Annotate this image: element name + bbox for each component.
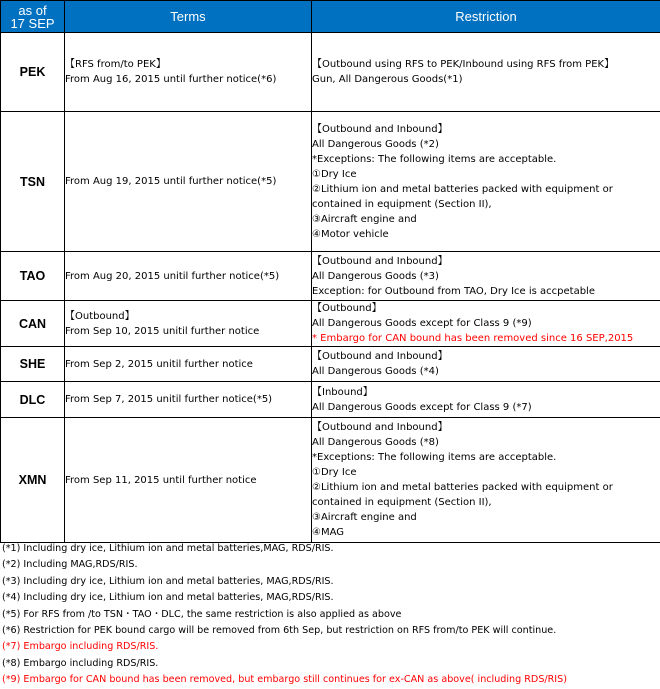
restriction-cell	[312, 382, 660, 418]
restriction-cell	[312, 112, 660, 252]
terms-cell	[65, 112, 312, 252]
terms-cell	[65, 382, 312, 418]
station-code: PEK	[1, 33, 65, 112]
as-of-date: 17 SEP	[10, 16, 54, 31]
terms-cell	[65, 347, 312, 382]
footnote: (*2) Including MAG,RDS/RIS.	[2, 557, 658, 573]
terms-cell	[65, 301, 312, 347]
terms-cell	[65, 418, 312, 543]
station-code: DLC	[1, 382, 65, 418]
restriction-line: Exception: for Outbound from TAO, Dry Ice is accpetable	[312, 284, 660, 299]
restriction-line: All Dangerous Goods except for Class 9 (*9)	[312, 316, 660, 331]
header-row	[1, 1, 660, 33]
station-code: CAN	[1, 301, 65, 347]
table-row	[1, 301, 660, 347]
terms-line: From Sep 2, 2015 unitil further notice	[65, 357, 311, 372]
restriction-line: 【Outbound and Inbound】	[312, 349, 660, 364]
table-row	[1, 418, 660, 543]
terms-cell	[65, 33, 312, 112]
terms-line: From Sep 7, 2015 unitil further notice(*5)	[65, 392, 311, 407]
restriction-line: ①Dry Ice	[312, 167, 660, 182]
restriction-line: contained in equipment (Section II),	[312, 197, 660, 212]
footnote: (*6) Restriction for PEK bound cargo will be removed from 6th Sep, but restriction on RFS from/to PEK will continue.	[2, 623, 658, 639]
terms-line: From Sep 10, 2015 unitil further notice	[65, 324, 311, 339]
terms-cell	[65, 252, 312, 301]
restriction-cell	[312, 347, 660, 382]
restriction-header: Restriction	[312, 1, 660, 33]
restriction-line: ②Lithium ion and metal batteries packed with equipment or	[312, 480, 660, 495]
station-code: TSN	[1, 112, 65, 252]
restriction-line: All Dangerous Goods (*8)	[312, 435, 660, 450]
restriction-line: 【Outbound】	[312, 301, 660, 316]
restriction-line: 【Outbound and Inbound】	[312, 122, 660, 137]
footnote: (*7) Embargo including RDS/RIS.	[2, 639, 658, 655]
footnote: (*9) Embargo for CAN bound has been removed, but embargo still continues for ex-CAN as above( including RDS/RIS)	[2, 672, 658, 688]
station-code: XMN	[1, 418, 65, 543]
terms-line: 【RFS from/to PEK】	[65, 57, 311, 72]
restriction-line: ①Dry Ice	[312, 465, 660, 480]
embargo-removed-notice: * Embargo for CAN bound has been removed since 16 SEP,2015	[312, 331, 660, 346]
footnotes	[2, 541, 658, 689]
table-row	[1, 33, 660, 112]
restriction-line: All Dangerous Goods except for Class 9 (*7)	[312, 400, 660, 415]
restriction-line: contained in equipment (Section II),	[312, 495, 660, 510]
terms-line: From Aug 20, 2015 unitil further notice(*5)	[65, 269, 311, 284]
restriction-cell	[312, 252, 660, 301]
as-of-label: as of	[18, 3, 46, 18]
restriction-cell	[312, 301, 660, 347]
terms-line: From Aug 16, 2015 until further notice(*6)	[65, 72, 311, 87]
restriction-line: 【Outbound using RFS to PEK/Inbound using RFS from PEK】	[312, 57, 660, 72]
footnote: (*3) Including dry ice, Lithium ion and metal batteries, MAG,RDS/RIS.	[2, 574, 658, 590]
restriction-cell	[312, 33, 660, 112]
restriction-line: All Dangerous Goods (*4)	[312, 364, 660, 379]
restriction-line: *Exceptions: The following items are acceptable.	[312, 450, 660, 465]
footnote: (*1) Including dry ice, Lithium ion and metal batteries,MAG, RDS/RIS.	[2, 541, 658, 557]
table-row	[1, 112, 660, 252]
restriction-line: All Dangerous Goods (*2)	[312, 137, 660, 152]
restriction-line: ③Aircraft engine and	[312, 212, 660, 227]
restriction-line: 【Outbound and Inbound】	[312, 420, 660, 435]
restriction-line: Gun, All Dangerous Goods(*1)	[312, 72, 660, 87]
table-row	[1, 252, 660, 301]
restriction-line: *Exceptions: The following items are acceptable.	[312, 152, 660, 167]
footnote: (*8) Embargo including RDS/RIS.	[2, 656, 658, 672]
table-row	[1, 382, 660, 418]
as-of-header	[1, 1, 65, 33]
restriction-cell	[312, 418, 660, 543]
restriction-line: 【Inbound】	[312, 385, 660, 400]
station-code: TAO	[1, 252, 65, 301]
restriction-line: ④MAG	[312, 525, 660, 540]
terms-line: From Sep 11, 2015 until further notice	[65, 473, 311, 488]
restriction-line: All Dangerous Goods (*3)	[312, 269, 660, 284]
footnote: (*5) For RFS from /to TSN・TAO・DLC, the same restriction is also applied as above	[2, 607, 658, 623]
restriction-line: 【Outbound and Inbound】	[312, 254, 660, 269]
table-row	[1, 347, 660, 382]
station-code: SHE	[1, 347, 65, 382]
terms-header: Terms	[65, 1, 312, 33]
terms-line: From Aug 19, 2015 until further notice(*5)	[65, 174, 311, 189]
restriction-line: ④Motor vehicle	[312, 227, 660, 242]
footnote: (*4) Including dry ice, Lithium ion and metal batteries, MAG,RDS/RIS.	[2, 590, 658, 606]
restriction-line: ②Lithium ion and metal batteries packed with equipment or	[312, 182, 660, 197]
restriction-line: ③Aircraft engine and	[312, 510, 660, 525]
terms-line: 【Outbound】	[65, 309, 311, 324]
